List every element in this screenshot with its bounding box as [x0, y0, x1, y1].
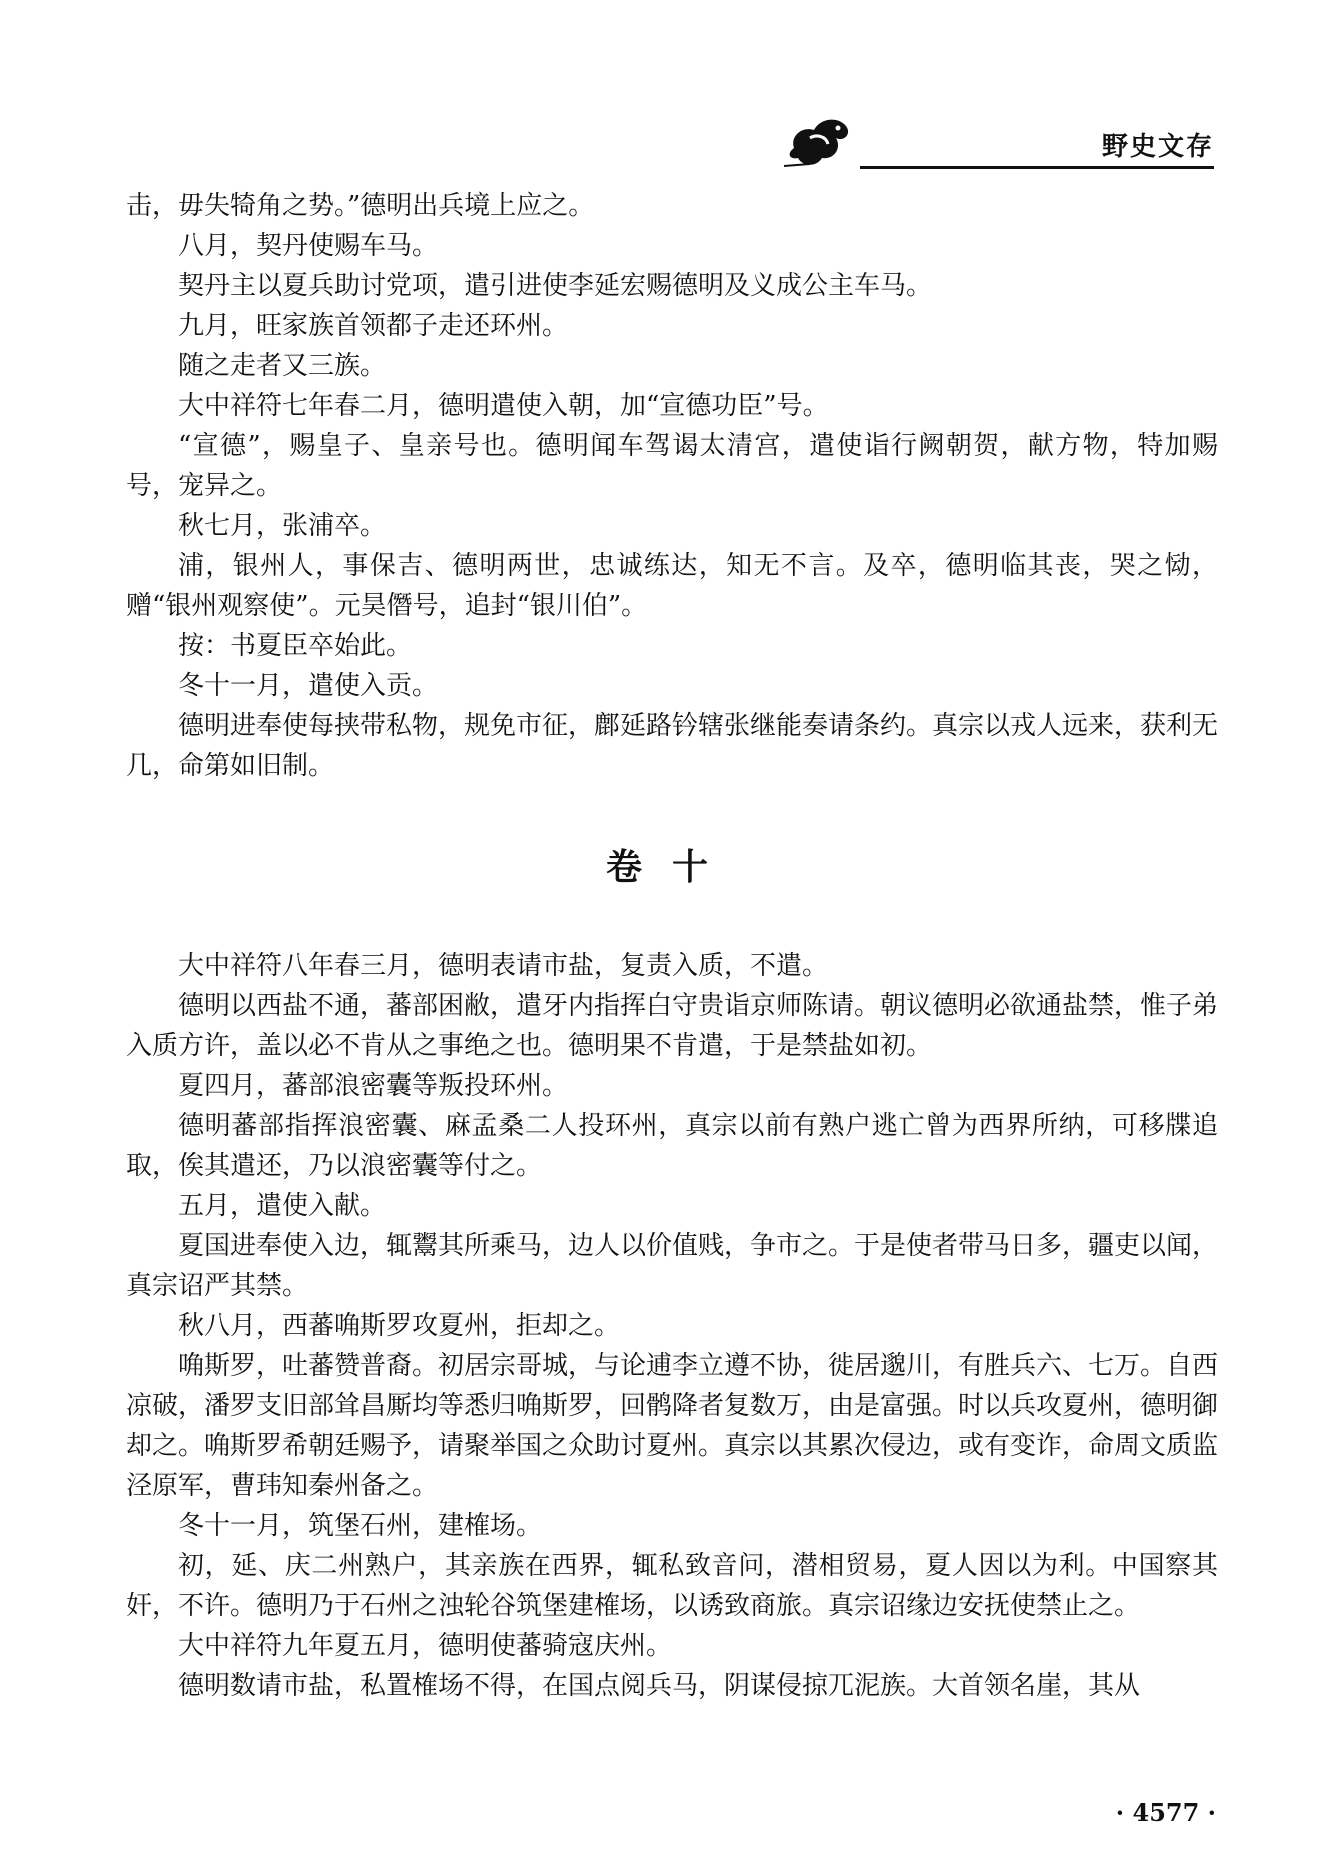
paragraph: 八月，契丹使赐车马。 [178, 231, 439, 261]
header-rule [860, 166, 1214, 169]
paragraph: 唃斯罗，吐蕃赞普裔。初居宗哥城，与论逋李立遵不协，徙居邈川，有胜兵六、七万。自西凉破，潘罗支旧部耸昌厮均等悉归唃斯罗，回鹘降者复数万，由是富强。时以兵攻夏州，德明御却之。唃斯罗希朝廷赐予，请聚举国之众助讨夏州。真宗以其累次侵边，或有变诈，命周文质监泾原军，曹玮知秦州备之。 [126, 1351, 1219, 1501]
paragraph: 冬十一月，筑堡石州，建榷场。 [178, 1511, 543, 1541]
paragraph: 德明蕃部指挥浪密囊、麻孟桑二人投环州，真宗以前有熟户逃亡曾为西界所纳，可移牒追取，俟其遣还，乃以浪密囊等付之。 [126, 1111, 1218, 1181]
paragraph: 德明数请市盐，私置榷场不得，在国点阅兵马，阴谋侵掠兀泥族。大首领名崖，其从 [178, 1671, 1141, 1701]
paragraph: 九月，旺家族首领都子走还环州。 [178, 311, 569, 341]
paragraph: 浦，银州人，事保吉、德明两世，忠诚练达，知无不言。及卒，德明临其丧，哭之恸，赠“银州观察使”。元昊僭号，追封“银川伯”。 [126, 551, 1218, 621]
series-title: 野史文存 [1101, 132, 1214, 162]
paragraph: 契丹主以夏兵助讨党项，遣引进使李延宏赐德明及义成公主车马。 [178, 271, 933, 301]
paragraph: 夏国进奉使入边，辄鬻其所乘马，边人以价值贱，争市之。于是使者带马日多，疆吏以闻，真宗诏严其禁。 [126, 1231, 1219, 1301]
chapter-title: 卷十 [605, 847, 738, 888]
page-body [126, 186, 1218, 1706]
paragraph: 夏四月，蕃部浪密囊等叛投环州。 [178, 1071, 569, 1101]
paragraph: 秋七月，张浦卒。 [178, 511, 387, 541]
paragraph: 秋八月，西蕃唃斯罗攻夏州，拒却之。 [178, 1311, 621, 1341]
section-before [126, 186, 1218, 786]
running-header [780, 108, 1214, 178]
paragraph: 大中祥符八年春三月，德明表请市盐，复责入质，不遣。 [178, 951, 829, 981]
section-after [126, 946, 1218, 1706]
paragraph: 按：书夏臣卒始此。 [178, 631, 413, 661]
page-number: · 4577 · [1115, 1798, 1216, 1827]
paragraph: 初，延、庆二州熟户，其亲族在西界，辄私致音问，潜相贸易，夏人因以为利。中国察其奸，不许。德明乃于石州之浊轮谷筑堡建榷场，以诱致商旅。真宗诏缘边安抚使禁止之。 [126, 1551, 1218, 1621]
paragraph: 随之走者又三族。 [178, 351, 387, 381]
paragraph: 五月，遣使入献。 [178, 1191, 387, 1221]
dragon-emblem-icon [780, 108, 860, 174]
paragraph: 冬十一月，遣使入贡。 [178, 671, 439, 701]
paragraph: 击，毋失犄角之势。”德明出兵境上应之。 [126, 191, 595, 221]
paragraph: “宣德”，赐皇子、皇亲号也。德明闻车驾谒太清宫，遣使诣行阙朝贺，献方物，特加赐号，宠异之。 [126, 431, 1218, 501]
paragraph: 德明以西盐不通，蕃部困敝，遣牙内指挥白守贵诣京师陈请。朝议德明必欲通盐禁，惟子弟入质方许，盖以必不肯从之事绝之也。德明果不肯遣，于是禁盐如初。 [126, 991, 1219, 1061]
paragraph: 德明进奉使每挟带私物，规免市征，鄜延路钤辖张继能奏请条约。真宗以戎人远来，获利无几，命第如旧制。 [126, 711, 1219, 781]
paragraph: 大中祥符七年春二月，德明遣使入朝，加“宣德功臣”号。 [178, 391, 829, 421]
paragraph: 大中祥符九年夏五月，德明使蕃骑寇庆州。 [178, 1631, 673, 1661]
